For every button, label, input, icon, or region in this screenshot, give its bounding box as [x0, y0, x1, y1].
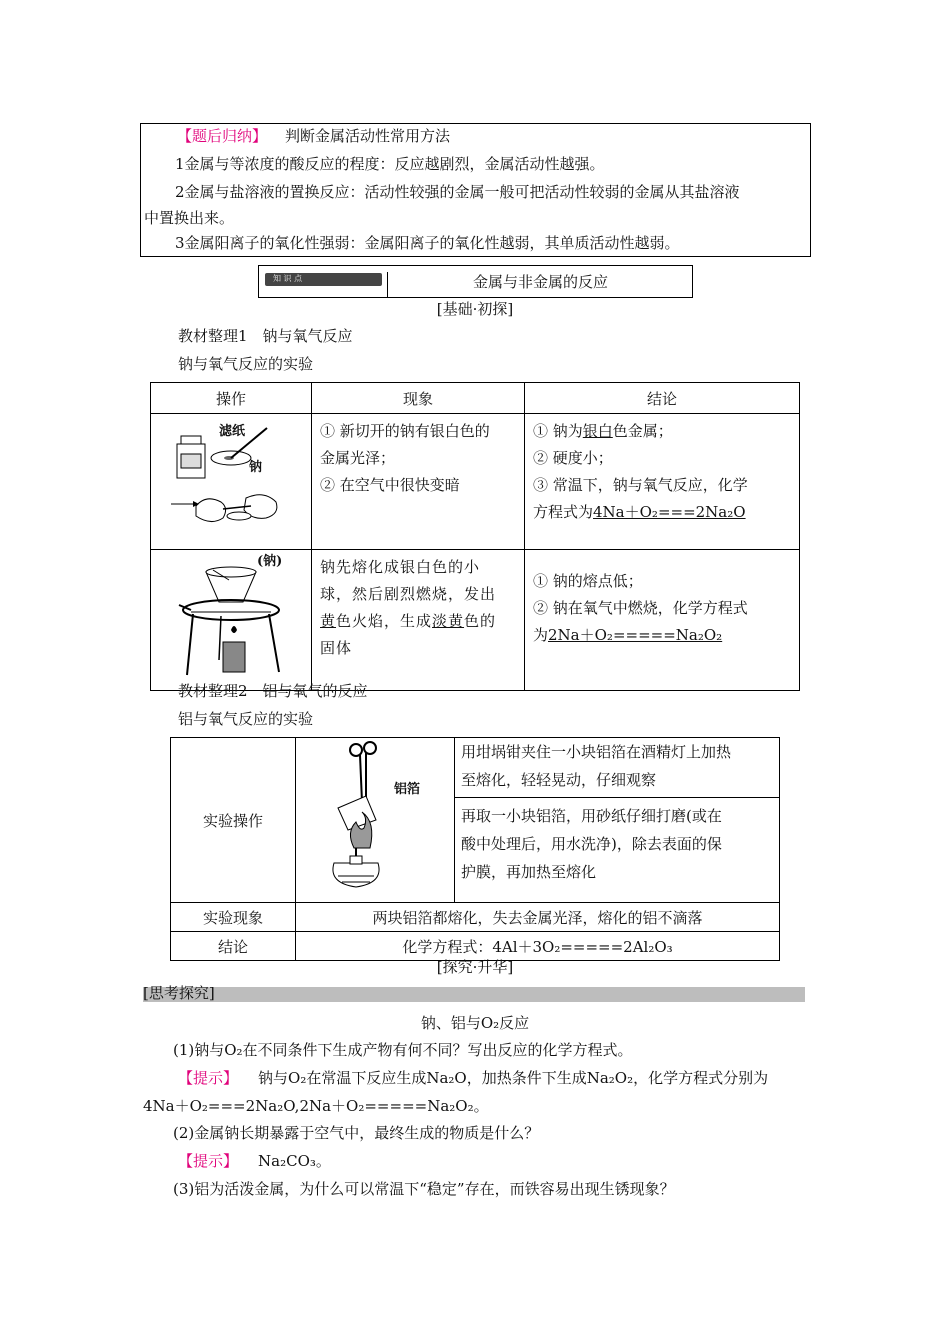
- row2-phenomenon-line-3: 黄色火焰，生成淡黄色的: [320, 612, 497, 630]
- sodium-burning-illustration: [151, 550, 311, 686]
- row1-conclusion-line-1: ① 钠为银白色金属；: [533, 422, 673, 440]
- row2-phenomenon-line-1: 钠先熔化成银白色的小: [320, 558, 481, 576]
- sec1-subheading: 钠与氧气反应的实验: [178, 355, 314, 373]
- banner-tag-text: 知 识 点: [273, 274, 303, 283]
- question-1: (1)钠与O₂在不同条件下生成产物有何不同？写出反应的化学方程式。: [173, 1041, 633, 1059]
- sec1-heading: 教材整理1 钠与氧气反应: [178, 327, 353, 345]
- row2-phenomenon-line-4: 固体: [320, 639, 353, 657]
- filter-paper-label: 滤纸: [219, 424, 246, 439]
- row2-conclusion-line-1: ① 钠的熔点低；: [533, 572, 643, 590]
- row1-conclusion: [525, 414, 800, 550]
- equation-na2o2: 2Na＋O₂=====Na₂O₂: [548, 626, 723, 644]
- sodium-burning-image: [151, 550, 312, 691]
- sodium-row-1: [151, 414, 800, 550]
- sodium-row-2: [151, 550, 800, 691]
- op2-line-2: 酸中处理后，用水洗净)，除去表面的保: [461, 834, 722, 853]
- phen-text: 两块铝箔都熔化，失去金属光泽，熔化的铝不滴落: [296, 903, 780, 932]
- concl-text: 化学方程式：4Al＋3O₂=====2Al₂O₃: [296, 932, 780, 961]
- aluminum-foil-label: 铝箔: [394, 782, 421, 797]
- row2-conclusion-line-2: ② 钠在氧气中燃烧，化学方程式: [533, 599, 748, 617]
- op1-text: [455, 738, 780, 798]
- op-label: 实验操作: [171, 738, 296, 903]
- header-phenomenon: 现象: [312, 383, 525, 414]
- question-3: (3)铝为活泼金属，为什么可以常温下“稳定”存在，而铁容易出现生锈现象？: [173, 1180, 675, 1198]
- summary-item-3: 3金属阳离子的氧化性强弱：金属阳离子的氧化性越弱，其单质活动性越弱。: [175, 234, 680, 252]
- row2-phenomenon-line-2: 球，然后剧烈燃烧，发出: [320, 585, 497, 603]
- row1-phenomenon-line-2: 金属光泽；: [320, 449, 396, 467]
- row1-phenomenon: [312, 414, 525, 550]
- think-title: 钠、铝与O₂反应: [420, 1014, 530, 1032]
- answer-2-text: Na₂CO₃。: [258, 1152, 331, 1170]
- al-row-op1: [171, 738, 780, 798]
- answer-2: [178, 1149, 331, 1173]
- aluminum-heating-illustration: [296, 738, 454, 898]
- op1-line-1: 用坩埚钳夹住一小块铝箔在酒精灯上加热: [461, 743, 732, 761]
- hint-tag-2: 【提示】: [178, 1152, 239, 1170]
- op2-line-3: 护膜，再加热至熔化: [461, 862, 597, 881]
- op1-line-2: 至熔化，轻轻晃动，仔细观察: [461, 771, 657, 789]
- equation-na2o: 4Na＋O₂===2Na₂O: [593, 503, 746, 521]
- answer-1: [178, 1066, 768, 1090]
- sodium-paren-label: (钠): [257, 554, 283, 569]
- summary-header: [177, 125, 450, 147]
- phen-label: 实验现象: [171, 903, 296, 932]
- row1-conclusion-line-3: ③ 常温下，钠与氧气反应，化学: [533, 476, 748, 494]
- row2-conclusion: [525, 550, 800, 691]
- think-header-bar: [143, 984, 805, 1002]
- row1-phenomenon-line-1: ① 新切开的钠有银白色的: [320, 422, 490, 440]
- row2-phenomenon: [312, 550, 525, 691]
- answer-1-line-1: 钠与O₂在常温下反应生成Na₂O，加热条件下生成Na₂O₂，化学方程式分别为: [258, 1069, 769, 1087]
- summary-item-2: 2金属与盐溶液的置换反应：活动性较强的金属一般可把活动性较弱的金属从其盐溶液: [175, 183, 740, 201]
- row1-phenomenon-line-3: ② 在空气中很快变暗: [320, 476, 460, 494]
- sodium-table: [150, 382, 800, 691]
- hint-tag-1: 【提示】: [178, 1069, 239, 1087]
- header-operation: 操作: [151, 383, 312, 414]
- sodium-table-header: [151, 383, 800, 414]
- concl-label: 结论: [171, 932, 296, 961]
- question-2: (2)金属钠长期暴露于空气中，最终生成的物质是什么？: [173, 1124, 540, 1142]
- op2-text: [455, 797, 780, 902]
- banner-divider: [387, 272, 388, 298]
- think-label: [思考探究]: [143, 984, 215, 1002]
- aluminum-image: [296, 738, 455, 903]
- aluminum-table: [170, 737, 780, 961]
- summary-item-2-cont: 中置换出来。: [144, 209, 235, 227]
- summary-tag: 【题后归纳】: [177, 127, 268, 145]
- al-row-phenomenon: [171, 903, 780, 932]
- answer-1-line-2: 4Na＋O₂===2Na₂O,2Na＋O₂=====Na₂O₂。: [143, 1097, 489, 1115]
- row1-conclusion-line-2: ② 硬度小；: [533, 449, 613, 467]
- summary-item-1: 1金属与等浓度的酸反应的程度：反应越剧烈，金属活动性越强。: [175, 155, 605, 173]
- sec2-subheading: 铝与氧气反应的实验: [178, 710, 314, 728]
- sodium-cutting-image: [151, 414, 312, 550]
- banner-title: 金属与非金属的反应: [472, 273, 608, 291]
- banner-tag: [265, 273, 382, 286]
- summary-box: [140, 123, 811, 257]
- row1-conclusion-line-4: 方程式为4Na＋O₂===2Na₂O: [533, 503, 746, 521]
- row2-conclusion-line-3: 为2Na＋O₂=====Na₂O₂: [533, 626, 723, 644]
- op2-line-1: 再取一小块铝箔，用砂纸仔细打磨(或在: [461, 806, 722, 825]
- summary-heading: 判断金属活动性常用方法: [285, 127, 451, 145]
- explore-label: [探究·升华]: [436, 958, 514, 976]
- sodium-label: 钠: [249, 460, 263, 475]
- section-banner: [258, 265, 693, 298]
- header-conclusion: 结论: [525, 383, 800, 414]
- sec2-heading: 教材整理2 铝与氧气的反应: [178, 682, 368, 700]
- basic-label: [基础·初探]: [436, 300, 514, 318]
